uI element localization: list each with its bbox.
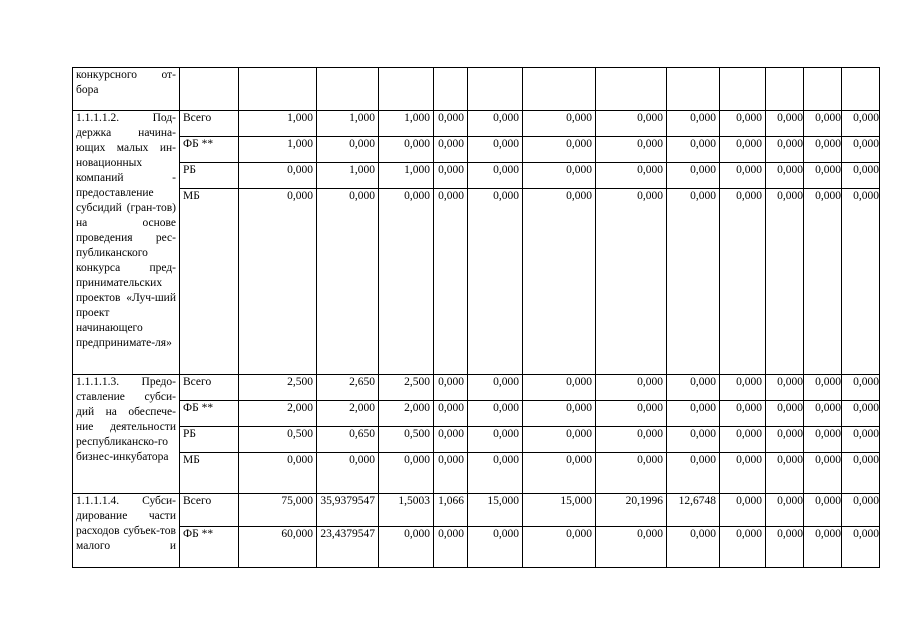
value-cell: 60,000 [239, 527, 317, 568]
value-cell: 0,000 [667, 453, 720, 494]
budget-table [72, 67, 880, 568]
value-cell: 0,000 [804, 189, 842, 375]
value-cell: 0,000 [596, 189, 667, 375]
value-cell: 0,000 [766, 375, 804, 401]
value-cell: 0,000 [766, 494, 804, 527]
value-cell: 0,000 [667, 375, 720, 401]
value-cell: 0,000 [842, 527, 880, 568]
value-cell: 0,000 [720, 163, 766, 189]
value-cell: 0,000 [766, 137, 804, 163]
value-cell: 0,000 [842, 163, 880, 189]
value-cell: 0,000 [468, 527, 523, 568]
table-row [73, 527, 880, 568]
value-cell: 0,000 [523, 453, 596, 494]
value-cell: 0,000 [596, 137, 667, 163]
value-cell: 0,000 [468, 137, 523, 163]
funding-source: Всего [180, 375, 239, 401]
value-cell: 0,000 [766, 527, 804, 568]
table-row [73, 375, 880, 401]
value-cell: 1,000 [317, 163, 379, 189]
value-cell: 75,000 [239, 494, 317, 527]
value-cell: 1,5003 [379, 494, 434, 527]
value-cell: 0,000 [667, 527, 720, 568]
value-cell: 0,000 [239, 453, 317, 494]
value-cell: 0,000 [804, 494, 842, 527]
value-cell: 0,000 [596, 401, 667, 427]
value-cell: 0,000 [379, 189, 434, 375]
value-cell: 0,000 [842, 494, 880, 527]
value-cell: 0,000 [239, 189, 317, 375]
value-cell: 0,000 [239, 163, 317, 189]
table-row [73, 453, 880, 494]
value-cell: 0,000 [317, 189, 379, 375]
value-cell: 0,000 [434, 401, 468, 427]
funding-source: РБ [180, 427, 239, 453]
value-cell: 0,000 [379, 453, 434, 494]
table-row [73, 401, 880, 427]
value-cell: 0,000 [720, 527, 766, 568]
value-cell: 0,000 [596, 527, 667, 568]
value-cell: 0,000 [523, 189, 596, 375]
value-cell: 0,000 [596, 427, 667, 453]
value-cell: 0,000 [766, 111, 804, 137]
value-cell: 0,000 [720, 137, 766, 163]
table-row [73, 189, 880, 375]
value-cell: 0,000 [596, 375, 667, 401]
value-cell: 0,000 [596, 453, 667, 494]
value-cell: 0,500 [379, 427, 434, 453]
value-cell: 0,000 [766, 401, 804, 427]
value-cell: 2,000 [239, 401, 317, 427]
value-cell: 0,000 [468, 163, 523, 189]
value-cell: 0,000 [720, 375, 766, 401]
value-cell: 0,000 [667, 189, 720, 375]
row-description: 1.1.1.1.4. Субси-дирование части расходов субъек-тов малого и [73, 494, 180, 568]
value-cell: 0,000 [523, 111, 596, 137]
value-cell: 1,000 [239, 137, 317, 163]
funding-source: Всего [180, 111, 239, 137]
value-cell: 0,000 [596, 163, 667, 189]
value-cell: 0,000 [667, 401, 720, 427]
value-cell: 0,000 [468, 401, 523, 427]
value-cell: 0,000 [766, 163, 804, 189]
value-cell: 0,000 [317, 137, 379, 163]
funding-source: ФБ ** [180, 137, 239, 163]
value-cell: 0,000 [804, 427, 842, 453]
value-cell: 0,000 [667, 137, 720, 163]
value-cell: 0,000 [317, 453, 379, 494]
value-cell: 0,000 [842, 453, 880, 494]
value-cell: 0,000 [804, 527, 842, 568]
value-cell: 0,000 [523, 427, 596, 453]
value-cell: 0,000 [804, 137, 842, 163]
value-cell: 0,000 [842, 375, 880, 401]
value-cell: 0,000 [523, 375, 596, 401]
funding-source: Всего [180, 494, 239, 527]
value-cell: 0,000 [434, 111, 468, 137]
value-cell: 15,000 [468, 494, 523, 527]
table-row [73, 494, 880, 527]
value-cell: 0,000 [842, 111, 880, 137]
value-cell: 0,000 [434, 527, 468, 568]
value-cell: 0,000 [523, 137, 596, 163]
value-cell: 2,000 [379, 401, 434, 427]
value-cell: 0,500 [239, 427, 317, 453]
value-cell: 0,000 [766, 453, 804, 494]
value-cell: 0,000 [804, 375, 842, 401]
value-cell: 0,000 [667, 163, 720, 189]
row-description: 1.1.1.1.2. Под-держка начина-ющих малых ин-новационных компаний - предоставление субсидий (гран-тов) на основе проведения рес-публиканского конкурса пред-принимательских проектов «Луч-ший проект начинающего предпринимате-ля» [73, 111, 180, 375]
table-body [73, 68, 880, 568]
value-cell: 0,000 [379, 137, 434, 163]
funding-source: МБ [180, 453, 239, 494]
value-cell: 0,000 [804, 453, 842, 494]
value-cell: 0,000 [667, 427, 720, 453]
value-cell: 0,000 [434, 163, 468, 189]
value-cell: 1,000 [239, 111, 317, 137]
value-cell: 0,000 [434, 453, 468, 494]
value-cell: 0,000 [842, 137, 880, 163]
table-row [73, 427, 880, 453]
value-cell: 0,000 [468, 189, 523, 375]
value-cell: 0,000 [468, 453, 523, 494]
funding-source: МБ [180, 189, 239, 375]
row-description: 1.1.1.1.3. Предо-ставление субси-дий на обеспече-ние деятельности республиканско-го бизнес-инкубатора [73, 375, 180, 494]
value-cell: 0,000 [720, 453, 766, 494]
value-cell: 0,000 [804, 111, 842, 137]
value-cell: 0,000 [434, 189, 468, 375]
value-cell: 0,000 [720, 111, 766, 137]
value-cell: 0,000 [379, 527, 434, 568]
value-cell: 0,000 [720, 401, 766, 427]
value-cell: 0,000 [468, 111, 523, 137]
value-cell: 12,6748 [667, 494, 720, 527]
value-cell: 0,000 [434, 427, 468, 453]
table-row [73, 68, 880, 111]
value-cell: 0,000 [720, 494, 766, 527]
value-cell: 0,000 [434, 375, 468, 401]
value-cell: 0,000 [523, 163, 596, 189]
funding-source: РБ [180, 163, 239, 189]
value-cell: 1,066 [434, 494, 468, 527]
value-cell: 2,000 [317, 401, 379, 427]
row-description: конкурсного от-бора [73, 68, 180, 111]
value-cell: 0,000 [842, 427, 880, 453]
table-row [73, 163, 880, 189]
value-cell: 1,000 [379, 163, 434, 189]
value-cell: 0,000 [720, 427, 766, 453]
table-row [73, 137, 880, 163]
value-cell: 2,500 [239, 375, 317, 401]
funding-source: ФБ ** [180, 527, 239, 568]
value-cell: 0,000 [720, 189, 766, 375]
value-cell: 1,000 [317, 111, 379, 137]
value-cell: 0,000 [596, 111, 667, 137]
value-cell: 2,500 [379, 375, 434, 401]
value-cell: 0,000 [766, 427, 804, 453]
value-cell: 20,1996 [596, 494, 667, 527]
value-cell: 0,000 [804, 163, 842, 189]
value-cell: 15,000 [523, 494, 596, 527]
value-cell: 0,650 [317, 427, 379, 453]
value-cell: 2,650 [317, 375, 379, 401]
value-cell: 0,000 [523, 527, 596, 568]
value-cell: 0,000 [766, 189, 804, 375]
funding-source: ФБ ** [180, 401, 239, 427]
value-cell: 0,000 [523, 401, 596, 427]
value-cell: 0,000 [842, 401, 880, 427]
value-cell: 0,000 [468, 375, 523, 401]
value-cell: 35,9379547 [317, 494, 379, 527]
value-cell: 0,000 [468, 427, 523, 453]
value-cell: 0,000 [667, 111, 720, 137]
value-cell: 0,000 [434, 137, 468, 163]
value-cell: 0,000 [842, 189, 880, 375]
value-cell: 0,000 [804, 401, 842, 427]
value-cell: 1,000 [379, 111, 434, 137]
table-row [73, 111, 880, 137]
value-cell: 23,4379547 [317, 527, 379, 568]
